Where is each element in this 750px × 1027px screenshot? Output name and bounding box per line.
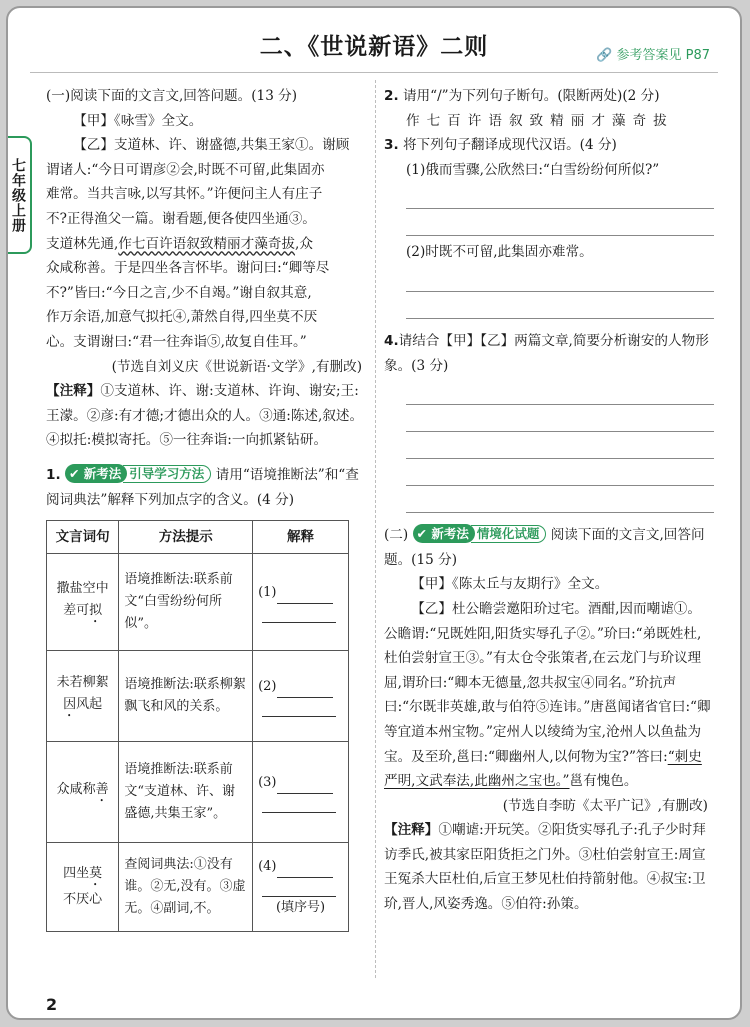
question-text: 请用“/”为下列句子断句。(限断两处)(2 分) — [402, 88, 660, 104]
new-method-badge: ✔ 新考法 — [65, 464, 127, 483]
yi-line5-prefix: 支道林先通, — [46, 235, 119, 252]
yi-line: 不?正得渔父一篇。谢看题,便各使四坐通③。 — [46, 210, 316, 227]
question-text: 请用“语境推断法”和“查阅词典法”解释下列加点字的含义。(4 分) — [46, 466, 359, 508]
notes-label: 【注释】 — [46, 383, 101, 400]
question-number: 1. — [46, 466, 61, 483]
answer-line[interactable] — [406, 486, 714, 513]
yi-line: 难常。当共言咏,以写其怀。”许便问主人有庄子 — [46, 186, 323, 203]
answer-line[interactable] — [406, 292, 714, 319]
fill-hint: (填序号) — [275, 899, 326, 915]
yi-line: 心。支谓谢曰:“君一往奔诣⑤,故复自佳耳。” — [46, 333, 307, 350]
phrase-text: 差可 — [63, 603, 90, 619]
dotted-char: 善 — [95, 782, 109, 798]
yi-line: 作万余语,加意气拟托④,萧然自得,四坐莫不厌 — [46, 309, 318, 326]
passage1-source: (节选自刘义庆《世说新语·文学》,有删改) — [111, 358, 362, 375]
title-divider — [30, 72, 718, 73]
table-header: 解释 — [253, 521, 349, 554]
badge-label: 新考法 — [83, 465, 122, 481]
wavy-underlined-sentence: 作七百许语叙致精丽才藻奇拔 — [118, 235, 296, 252]
page-number: 2 — [46, 995, 58, 1014]
phrase-cell — [47, 742, 119, 843]
table-header-row — [47, 521, 349, 554]
passage2-yi-text: 【乙】杜公瞻尝邀阳玠过宅。酒酣,因而嘲谑①。公瞻谓:“兄既姓阳,阳货实辱孔子②。”玠曰:“弟既姓杜,杜伯尝射宣王③。”有太仓令张策者,在云龙门与玠议理屈,谓玠曰:“卿本无德量,忽共叔宝④同名。”玠抗声曰:“尔既非英雄,敢与伯符⑤连讳。”唐邕闻诸省官曰:“卿等宜道本州宝物。”定州人以绫绮为宝,沧州人以鱼盐为宝。及至玠,邕曰:“卿幽州人,以何物为宝?”答曰: — [384, 600, 711, 765]
answer-cell[interactable] — [253, 742, 349, 843]
answer-number: (1) — [258, 584, 277, 600]
table-header: 文言词句 — [47, 521, 119, 554]
link-icon: 🔗 — [596, 48, 613, 63]
yi-line: 不?”皆曰:“今日之言,少不自竭。”谢自叙其意, — [46, 284, 312, 301]
passage2-notes — [384, 818, 714, 916]
answer-cell[interactable] — [253, 843, 349, 932]
answer-blank[interactable] — [262, 880, 336, 897]
left-column — [46, 84, 368, 932]
phrase-cell — [47, 554, 119, 651]
column-divider — [375, 80, 376, 978]
answer-line[interactable] — [406, 459, 714, 486]
method-table — [46, 520, 349, 932]
question-number: 3. — [384, 137, 399, 154]
answer-line[interactable] — [406, 209, 714, 236]
q2-sentence: 作七百许语叙致精丽才藻奇拔 — [406, 112, 674, 129]
answer-number: (4) — [258, 858, 277, 874]
answer-line[interactable] — [406, 378, 714, 405]
answer-number: (2) — [258, 678, 277, 694]
phrase-cell — [47, 651, 119, 742]
notes-label: 【注释】 — [384, 822, 439, 839]
grade-side-tab: 七年级上册 — [6, 136, 32, 254]
answer-blank[interactable] — [277, 779, 333, 794]
passage2-label: (二) — [384, 527, 409, 544]
passage2-yi — [384, 597, 714, 794]
answer-reference[interactable] — [596, 44, 710, 63]
question-text: 请结合【甲】【乙】两篇文章,简要分析谢安的人物形象。(3 分) — [384, 332, 709, 374]
answer-blank[interactable] — [262, 606, 336, 623]
dotted-char: 拟 — [89, 603, 103, 619]
passage2-jia: 【甲】《陈太丘与友期行》全文。 — [411, 576, 609, 593]
answer-ref-text: 参考答案见 P87 — [616, 48, 710, 63]
underlined-sentence: “刺史严明,文武奉法,此幽州之宝也。” — [384, 748, 702, 790]
phrase-cell — [47, 843, 119, 932]
passage1-notes — [46, 379, 368, 453]
question-number: 4. — [384, 332, 399, 349]
table-header: 方法提示 — [119, 521, 253, 554]
page-title: 二、《世说新语》二则 — [259, 34, 489, 60]
phrase-text: 不厌心 — [63, 892, 103, 908]
phrase-text: 未若柳絮 — [56, 675, 109, 691]
answer-line[interactable] — [406, 432, 714, 459]
passage2-intro — [384, 523, 714, 572]
dotted-char: 因 — [63, 697, 77, 713]
method-badge-sub: 引导学习方法 — [123, 465, 211, 483]
answer-blank[interactable] — [277, 589, 333, 604]
passage1-yi — [46, 133, 368, 354]
passage2-source: (节选自李昉《太平广记》,有删改) — [502, 797, 708, 814]
yi-line: 谓诸人:“今日可谓彦②会,时既不可留,此集固亦 — [46, 161, 325, 178]
yi-line: 众咸称善。于是四坐各言怀毕。谢问曰:“卿等尽 — [46, 260, 330, 277]
answer-blank[interactable] — [262, 796, 336, 813]
q3-sentence-2: (2)时既不可留,此集固亦难常。 — [406, 244, 593, 261]
notes-text: ①支道林、许、谢:支道林、许询、谢安;王:王濛。②彦:有才德;才德出众的人。③通:陈述,叙述。④拟托:模拟寄托。⑤一往奔诣:一向抓紧钻研。 — [46, 383, 364, 449]
answer-line[interactable] — [406, 405, 714, 432]
answer-line[interactable] — [406, 265, 714, 292]
passage2-yi-end: 邕有愧色。 — [569, 773, 638, 790]
hint-cell: 语境推断法:联系前文“白雪纷纷何所似”。 — [119, 554, 253, 651]
yi-line — [46, 232, 368, 257]
new-method-badge: ✔ 新考法 — [413, 524, 475, 543]
right-column — [384, 84, 714, 917]
passage1-intro: (一)阅读下面的文言文,回答问题。(13 分) — [46, 88, 298, 104]
phrase-text: 四坐 — [63, 866, 90, 882]
hint-cell: 语境推断法:联系柳絮飘飞和风的关系。 — [119, 651, 253, 742]
answer-blank[interactable] — [277, 683, 333, 698]
table-row — [47, 843, 349, 932]
table-row — [47, 554, 349, 651]
worksheet-page — [6, 6, 742, 1020]
table-row — [47, 651, 349, 742]
dotted-char: 莫 — [89, 866, 103, 882]
hint-cell: 语境推断法:联系前文“支道林、许、谢盛德,共集王家”。 — [119, 742, 253, 843]
question-4 — [384, 329, 714, 378]
notes-text: ①嘲谑:开玩笑。②阳货实辱孔子:孔子少时拜访季氏,被其家臣阳货拒之门外。③杜伯尝射宣王:周宣王冤杀大臣杜伯,后宣王梦见杜伯持箭射他。④叔宝:卫玠,晋人,风姿秀逸。⑤伯符:孙策。 — [384, 822, 706, 913]
question-1 — [46, 463, 368, 512]
context-badge-sub: 情境化试题 — [471, 525, 547, 543]
answer-number: (3) — [258, 774, 277, 790]
answer-cell[interactable] — [253, 554, 349, 651]
passage2-intro-text: 阅读下面的文言文,回答问题。(15 分) — [384, 527, 705, 568]
table-row — [47, 742, 349, 843]
phrase-text: 众咸称 — [56, 782, 96, 798]
question-number: 2. — [384, 88, 399, 104]
phrase-text: 风起 — [76, 697, 103, 713]
question-2 — [384, 84, 714, 109]
question-3 — [384, 133, 714, 158]
question-text: 将下列句子翻译成现代汉语。(4 分) — [402, 137, 617, 154]
hint-cell: 查阅词典法:①没有谁。②无,没有。③虚无。④副词,不。 — [119, 843, 253, 932]
answer-line[interactable] — [406, 182, 714, 209]
q3-sentence-1: (1)俄而雪骤,公欣然曰:“白雪纷纷何所似?” — [406, 161, 660, 178]
passage1-jia: 【甲】《咏雪》全文。 — [73, 112, 203, 129]
badge-label: 新考法 — [431, 526, 469, 542]
yi-line: 【乙】支道林、许、谢盛德,共集王家①。谢顾 — [73, 137, 350, 154]
yi-line5-suffix: ,众 — [295, 235, 313, 252]
answer-blank[interactable] — [277, 863, 333, 878]
answer-blank[interactable] — [262, 700, 336, 717]
phrase-text: 撒盐空中 — [56, 581, 109, 597]
answer-cell[interactable] — [253, 651, 349, 742]
